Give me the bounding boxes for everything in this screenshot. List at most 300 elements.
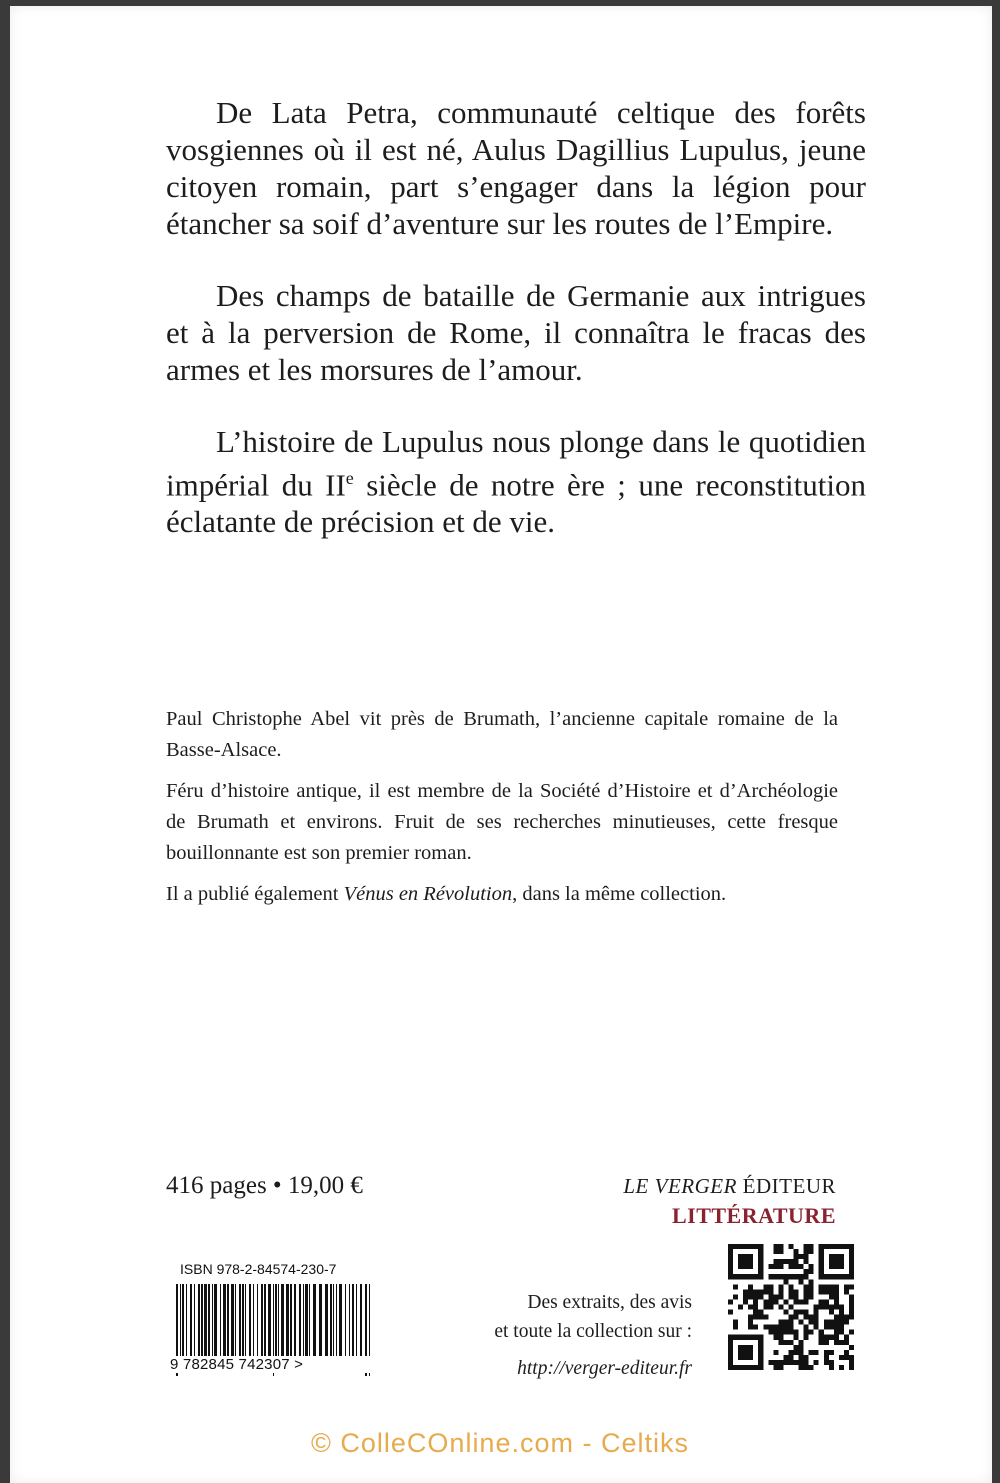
qr-module <box>814 1325 819 1330</box>
qr-module <box>743 1289 748 1294</box>
qr-module <box>824 1340 829 1345</box>
bio-paragraph-2: Féru d’histoire antique, il est membre de la Société d’Histoire et d’Archéologie de Brumath et environs. Fruit de ses recherches minutieuses, cette fresque bouillonnante est son premier roman. <box>166 780 838 864</box>
qr-module <box>753 1294 758 1299</box>
barcode-bar <box>242 1284 244 1358</box>
barcode-bar <box>220 1284 221 1358</box>
qr-module <box>783 1274 788 1279</box>
barcode-bar <box>257 1284 258 1358</box>
qr-module <box>794 1274 799 1279</box>
blurb-paragraph-2: Des champs de bataille de Germanie aux intrigues et à la perversion de Rome, il connaîtra le fracas des armes et les morsures de l’amour. <box>166 278 866 387</box>
qr-module <box>804 1360 809 1365</box>
qr-module <box>839 1315 844 1320</box>
blurb <box>166 94 866 575</box>
qr-module <box>824 1320 829 1325</box>
qr-module <box>829 1284 834 1289</box>
qr-module <box>773 1249 778 1254</box>
qr-module <box>804 1259 809 1264</box>
qr-module <box>809 1264 814 1269</box>
isbn-label: ISBN 978-2-84574-230-7 <box>180 1261 337 1277</box>
qr-module <box>814 1315 819 1320</box>
qr-module <box>753 1289 758 1294</box>
qr-module <box>778 1340 783 1345</box>
qr-module <box>829 1350 834 1355</box>
watermark: © ColleCOnline.com - Celtiks <box>311 1428 689 1458</box>
qr-module <box>844 1340 849 1345</box>
barcode-bar <box>319 1284 322 1358</box>
qr-module <box>788 1259 793 1264</box>
qr-module <box>788 1355 793 1360</box>
barcode-bar <box>214 1284 217 1358</box>
qr-module <box>748 1289 753 1294</box>
barcode-bar <box>239 1284 241 1358</box>
qr-module <box>778 1335 783 1340</box>
qr-module <box>794 1299 799 1304</box>
blurb-paragraph-1: De Lata Petra, communauté celtique des forêts vosgiennes où il est né, Aulus Dagillius Lupulus, jeune citoyen romain, part s’engager dans la légion pour étancher sa soif d’aventure sur les routes de l’Empire. <box>166 95 866 241</box>
barcode-bar <box>253 1284 254 1358</box>
barcode-bar <box>336 1284 337 1358</box>
qr-module <box>778 1304 783 1309</box>
qr-module <box>753 1325 758 1330</box>
qr-module <box>773 1330 778 1335</box>
qr-module <box>829 1294 834 1299</box>
qr-module <box>733 1284 738 1289</box>
qr-module <box>778 1284 783 1289</box>
qr-module <box>819 1289 824 1294</box>
qr-module <box>783 1330 788 1335</box>
qr-module <box>788 1360 793 1365</box>
qr-module <box>768 1274 773 1279</box>
qr-module <box>733 1325 738 1330</box>
qr-module <box>829 1325 834 1330</box>
qr-module <box>788 1325 793 1330</box>
qr-module <box>778 1365 783 1370</box>
qr-module <box>794 1310 799 1315</box>
qr-module <box>844 1320 849 1325</box>
qr-module <box>824 1289 829 1294</box>
qr-module <box>834 1289 839 1294</box>
qr-module <box>829 1289 834 1294</box>
qr-module <box>804 1294 809 1299</box>
barcode-bar <box>190 1284 192 1358</box>
qr-module <box>768 1264 773 1269</box>
qr-module <box>849 1284 854 1289</box>
qr-module <box>788 1304 793 1309</box>
qr-module <box>783 1355 788 1360</box>
qr-module <box>849 1330 854 1335</box>
qr-module <box>788 1264 793 1269</box>
qr-module <box>814 1304 819 1309</box>
blurb-p3-start: L’histoire de Lupulus nous plonge dans le quotidien impérial du II <box>166 424 866 503</box>
qr-module <box>773 1244 778 1249</box>
qr-module <box>763 1315 768 1320</box>
qr-module <box>834 1340 839 1345</box>
qr-module <box>809 1294 814 1299</box>
qr-module <box>849 1355 854 1360</box>
qr-module <box>829 1320 834 1325</box>
qr-module <box>773 1294 778 1299</box>
barcode-bar <box>330 1284 332 1358</box>
barcode-bar <box>345 1284 346 1358</box>
qr-module <box>824 1304 829 1309</box>
qr-module <box>804 1284 809 1289</box>
qr-module <box>768 1294 773 1299</box>
qr-module <box>809 1279 814 1284</box>
qr-module <box>763 1304 768 1309</box>
qr-module <box>804 1274 809 1279</box>
qr-module <box>783 1360 788 1365</box>
qr-module <box>783 1299 788 1304</box>
qr-module <box>788 1294 793 1299</box>
book-back-cover <box>10 6 992 1483</box>
barcode-bar <box>305 1284 308 1358</box>
qr-module <box>834 1325 839 1330</box>
qr-module <box>849 1299 854 1304</box>
qr-module <box>824 1350 829 1355</box>
blurb-p3-end: siècle de notre ère ; une reconstitution éclatante de précision et de vie. <box>166 467 866 540</box>
promo-line-1: Des extraits, des avis <box>527 1292 692 1313</box>
qr-module <box>758 1294 763 1299</box>
qr-module <box>819 1299 824 1304</box>
qr-module <box>809 1350 814 1355</box>
qr-module <box>829 1310 834 1315</box>
website-link[interactable]: http://verger-editeur.fr <box>517 1358 692 1379</box>
qr-module <box>849 1310 854 1315</box>
qr-module <box>794 1350 799 1355</box>
qr-module <box>794 1254 799 1259</box>
qr-module <box>839 1365 844 1370</box>
qr-module <box>809 1320 814 1325</box>
qr-module <box>773 1299 778 1304</box>
bio-p3-end: , dans la même collection. <box>512 883 727 905</box>
barcode-bar <box>290 1284 292 1358</box>
qr-module <box>849 1304 854 1309</box>
publisher-name-rest: ÉDITEUR <box>736 1174 836 1198</box>
qr-module <box>768 1289 773 1294</box>
qr-module <box>834 1315 839 1320</box>
qr-module <box>809 1365 814 1370</box>
barcode-bar <box>198 1284 200 1358</box>
barcode-bar <box>281 1284 284 1358</box>
qr-module <box>839 1304 844 1309</box>
qr-module <box>794 1294 799 1299</box>
qr-module <box>839 1325 844 1330</box>
qr-module <box>849 1360 854 1365</box>
barcode-bar <box>333 1284 334 1358</box>
qr-module <box>804 1254 809 1259</box>
barcode-bar <box>325 1284 328 1358</box>
qr-module <box>824 1284 829 1289</box>
qr-module <box>794 1335 799 1340</box>
qr-module <box>788 1330 793 1335</box>
qr-module <box>778 1244 783 1249</box>
qr-module <box>788 1244 793 1249</box>
qr-module <box>829 1304 834 1309</box>
qr-module <box>849 1365 854 1370</box>
barcode-bar <box>299 1284 301 1358</box>
qr-module <box>834 1335 839 1340</box>
qr-module <box>804 1330 809 1335</box>
blurb-p3-sup: e <box>345 468 354 488</box>
qr-module <box>794 1345 799 1350</box>
qr-module <box>824 1335 829 1340</box>
qr-module <box>794 1360 799 1365</box>
qr-module <box>834 1299 839 1304</box>
qr-module <box>758 1310 763 1315</box>
qr-module <box>778 1249 783 1254</box>
qr-module <box>768 1325 773 1330</box>
barcode-bar <box>286 1284 289 1358</box>
qr-module <box>839 1310 844 1315</box>
barcode-bar <box>182 1284 184 1358</box>
qr-module <box>768 1304 773 1309</box>
qr-module <box>849 1315 854 1320</box>
qr-module <box>773 1350 778 1355</box>
qr-module <box>839 1340 844 1345</box>
barcode-bar <box>227 1284 229 1358</box>
qr-module <box>804 1325 809 1330</box>
qr-module <box>824 1325 829 1330</box>
publisher-name-italic: LE VERGER <box>623 1174 737 1198</box>
publisher-block <box>623 1174 836 1229</box>
barcode-bar <box>268 1284 271 1358</box>
qr-module <box>778 1289 783 1294</box>
qr-module <box>804 1335 809 1340</box>
qr-module <box>733 1320 738 1325</box>
barcode-bar <box>186 1284 187 1358</box>
qr-module <box>783 1325 788 1330</box>
barcode-bar <box>294 1284 296 1358</box>
qr-module <box>788 1320 793 1325</box>
barcode-bar <box>180 1284 181 1358</box>
barcode-block <box>168 1258 383 1380</box>
qr-module <box>773 1259 778 1264</box>
qr-module <box>849 1345 854 1350</box>
collection-label: LITTÉRATURE <box>671 1203 836 1228</box>
qr-module <box>748 1325 753 1330</box>
qr-module <box>799 1279 804 1284</box>
qr-module <box>728 1299 733 1304</box>
qr-module <box>763 1284 768 1289</box>
qr-module <box>804 1310 809 1315</box>
qr-module <box>743 1294 748 1299</box>
qr-module <box>799 1299 804 1304</box>
qr-module <box>788 1274 793 1279</box>
qr-module <box>844 1315 849 1320</box>
qr-module <box>809 1244 814 1249</box>
barcode-bar <box>245 1284 246 1358</box>
qr-module <box>834 1330 839 1335</box>
bio-p3-start: Il a publié également <box>166 883 344 905</box>
qr-module <box>799 1340 804 1345</box>
qr-module <box>819 1330 824 1335</box>
qr-module <box>773 1274 778 1279</box>
qr-module <box>763 1325 768 1330</box>
qr-module <box>748 1284 753 1289</box>
qr-module <box>839 1355 844 1360</box>
qr-module <box>814 1360 819 1365</box>
qr-module <box>748 1320 753 1325</box>
qr-module <box>753 1315 758 1320</box>
qr-module <box>768 1284 773 1289</box>
qr-module <box>809 1330 814 1335</box>
qr-module <box>783 1320 788 1325</box>
qr-finder-part <box>829 1254 844 1269</box>
website-promo <box>494 1288 692 1383</box>
qr-module <box>824 1360 829 1365</box>
qr-module <box>799 1365 804 1370</box>
qr-module <box>748 1294 753 1299</box>
qr-module <box>758 1315 763 1320</box>
other-book-title: Vénus en Révolution <box>343 883 513 905</box>
bio-paragraph-3 <box>166 879 838 910</box>
qr-module <box>799 1320 804 1325</box>
qr-module <box>753 1310 758 1315</box>
qr-module <box>799 1350 804 1355</box>
qr-module <box>758 1289 763 1294</box>
qr-module <box>773 1360 778 1365</box>
qr-module <box>794 1315 799 1320</box>
qr-module <box>824 1299 829 1304</box>
qr-module <box>778 1320 783 1325</box>
promo-line-2: et toute la collection sur : <box>494 1321 692 1342</box>
qr-module <box>799 1310 804 1315</box>
qr-module <box>783 1340 788 1345</box>
barcode-bar <box>309 1284 310 1358</box>
qr-module <box>804 1249 809 1254</box>
qr-module <box>844 1284 849 1289</box>
qr-module <box>819 1304 824 1309</box>
qr-module <box>783 1279 788 1284</box>
qr-module <box>794 1330 799 1335</box>
qr-module <box>768 1299 773 1304</box>
qr-module <box>753 1299 758 1304</box>
qr-module <box>778 1294 783 1299</box>
barcode-digits: 9 782845 742307 > <box>168 1356 382 1373</box>
barcode-bar <box>360 1284 362 1358</box>
qr-module <box>768 1330 773 1335</box>
qr-module <box>809 1249 814 1254</box>
barcode-bar <box>208 1284 210 1358</box>
qr-module <box>834 1294 839 1299</box>
barcode-bar <box>303 1284 304 1358</box>
qr-module <box>773 1325 778 1330</box>
barcode-bar <box>231 1284 234 1358</box>
qr-module <box>794 1259 799 1264</box>
barcode-bar <box>194 1284 195 1358</box>
barcode-bar <box>278 1284 279 1358</box>
qr-module <box>783 1259 788 1264</box>
qr-module <box>809 1289 814 1294</box>
barcode-bar <box>212 1284 213 1358</box>
qr-module <box>834 1320 839 1325</box>
qr-module <box>819 1284 824 1289</box>
qr-module <box>814 1310 819 1315</box>
qr-module <box>809 1315 814 1320</box>
author-bio <box>166 704 838 920</box>
qr-module <box>748 1315 753 1320</box>
qr-module <box>804 1289 809 1294</box>
qr-module <box>778 1264 783 1269</box>
barcode-bar <box>249 1284 251 1358</box>
qr-module <box>834 1284 839 1289</box>
qr-module <box>849 1294 854 1299</box>
qr-module <box>794 1264 799 1269</box>
qr-module <box>733 1294 738 1299</box>
page-count-and-price: 416 pages • 19,00 € <box>166 1172 363 1199</box>
barcode-bar <box>349 1284 350 1358</box>
qr-module <box>814 1320 819 1325</box>
qr-module <box>804 1244 809 1249</box>
qr-code-icon[interactable] <box>728 1244 854 1370</box>
barcode-bar <box>356 1284 357 1358</box>
qr-module <box>799 1274 804 1279</box>
qr-module <box>773 1335 778 1340</box>
qr-module <box>799 1360 804 1365</box>
qr-module <box>778 1330 783 1335</box>
qr-module <box>799 1355 804 1360</box>
qr-module <box>794 1289 799 1294</box>
qr-module <box>819 1335 824 1340</box>
qr-module <box>763 1289 768 1294</box>
qr-module <box>743 1299 748 1304</box>
qr-module <box>839 1320 844 1325</box>
qr-module <box>814 1350 819 1355</box>
qr-module <box>839 1330 844 1335</box>
qr-module <box>819 1340 824 1345</box>
qr-module <box>829 1365 834 1370</box>
qr-module <box>738 1304 743 1309</box>
qr-module <box>794 1249 799 1254</box>
qr-module <box>788 1350 793 1355</box>
qr-module <box>728 1310 733 1315</box>
qr-module <box>804 1355 809 1360</box>
qr-module <box>788 1315 793 1320</box>
qr-module <box>799 1254 804 1259</box>
qr-module <box>778 1360 783 1365</box>
qr-module <box>829 1335 834 1340</box>
qr-module <box>844 1335 849 1340</box>
barcode-bar <box>339 1284 342 1358</box>
qr-module <box>824 1355 829 1360</box>
blurb-paragraph-3 <box>166 423 866 540</box>
publisher-name <box>623 1174 836 1199</box>
qr-module <box>788 1289 793 1294</box>
qr-module <box>844 1289 849 1294</box>
qr-module <box>773 1264 778 1269</box>
qr-module <box>799 1345 804 1350</box>
barcode-bar <box>235 1284 236 1358</box>
qr-module <box>768 1360 773 1365</box>
qr-module <box>778 1325 783 1330</box>
barcode-bar <box>275 1284 277 1358</box>
qr-module <box>809 1284 814 1289</box>
qr-module <box>763 1299 768 1304</box>
qr-finder-part <box>738 1345 753 1360</box>
barcode-bar <box>313 1284 316 1358</box>
qr-module <box>834 1304 839 1309</box>
barcode-bar <box>261 1284 263 1358</box>
barcode-bar <box>204 1284 207 1358</box>
qr-module <box>748 1304 753 1309</box>
barcode-bar <box>352 1284 354 1358</box>
qr-module <box>804 1315 809 1320</box>
qr-module <box>804 1365 809 1370</box>
qr-module <box>778 1259 783 1264</box>
barcode-bar <box>264 1284 266 1358</box>
qr-module <box>844 1350 849 1355</box>
qr-module <box>804 1299 809 1304</box>
qr-module <box>783 1310 788 1315</box>
